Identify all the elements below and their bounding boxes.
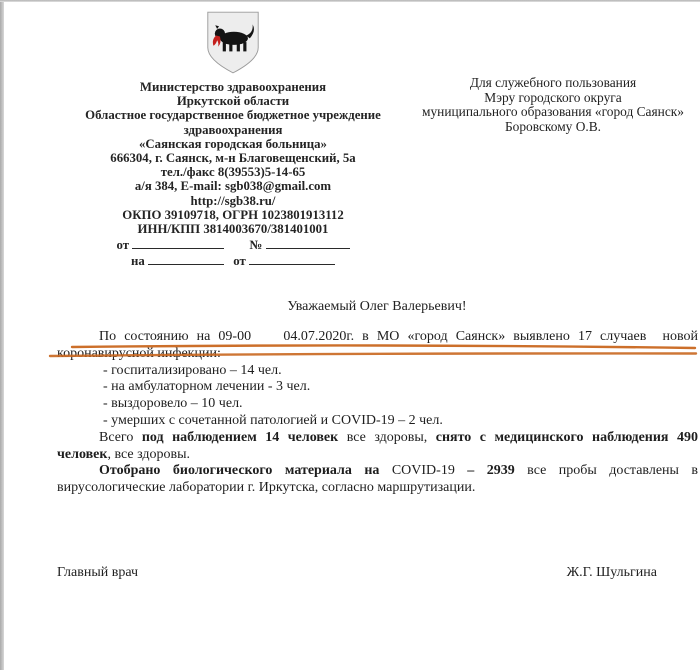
reference-row-2 <box>57 254 409 268</box>
list-item-outpatient: - на амбулаторном лечении - 3 чел. <box>103 379 311 395</box>
ref-from-blank <box>132 238 224 249</box>
paragraph-observation <box>57 430 698 464</box>
signature-name: Ж.Г. Шульгина <box>566 565 657 580</box>
sender-region-line: Иркутской области <box>176 94 290 109</box>
sender-institution-line2: здравоохранения <box>183 122 283 137</box>
sender-phone: тел./факс 8(39553)5-14-65 <box>160 165 306 180</box>
ref-from2-label: от <box>233 254 246 269</box>
signature-row <box>57 565 657 581</box>
observation-bold-1: под наблюдением 14 человек <box>141 429 339 445</box>
sender-okpo-ogrn: ОКПО 39109718, ОГРН 1023801913112 <box>122 207 344 222</box>
recipient-block <box>412 76 694 134</box>
observation-bold-2: снято с медицинского наблюдения 490 человек <box>57 429 698 462</box>
samples-bold-2: – 2939 <box>467 463 515 479</box>
paragraph-status: По состоянию на 09-00 04.07.2020г. в МО «город Саянск» выявлено 17 случаев новой коронавирусной инфекции: <box>57 329 698 361</box>
sender-institution-line1: Областное государственное бюджетное учреждение <box>85 108 381 123</box>
ref-number-label: № <box>249 238 263 253</box>
observation-text-3: , все здоровы. <box>107 446 191 462</box>
observation-text-1: Всего <box>99 429 142 445</box>
signature-position: Главный врач <box>57 565 139 580</box>
samples-text-2: все пробы доставлены в вирусологические лаборатории г. Иркутска, согласно маршрутизации. <box>57 463 698 496</box>
ref-on-label: на <box>131 254 145 269</box>
recipient-confidential-note: Для служебного пользования <box>469 75 637 90</box>
ref-number-blank <box>266 238 350 249</box>
sender-ministry-line: Министерство здравоохранения <box>139 80 327 94</box>
ref-from-label: от <box>116 238 130 253</box>
salutation: Уважаемый Олег Валерьевич! <box>287 299 467 314</box>
ref-from2-blank <box>249 254 335 265</box>
observation-text-2: все здоровы, <box>338 429 436 445</box>
sender-inn-kpp: ИНН/КПП 3814003670/381401001 <box>137 222 329 237</box>
ref-on-blank <box>148 254 224 265</box>
letter-body <box>57 329 698 497</box>
samples-text-1: COVID-19 <box>379 463 468 479</box>
recipient-name: Боровскому О.В. <box>504 118 602 134</box>
irkutsk-coat-of-arms-icon <box>205 10 261 76</box>
scan-border-top <box>0 0 700 2</box>
letterhead-sender-block <box>57 10 409 269</box>
list-item-hospitalized: - госпитализировано – 14 чел. <box>103 362 282 378</box>
sender-hospital-name: «Саянская городская больница» <box>139 136 327 151</box>
recipient-title: Мэру городского округа <box>484 89 622 105</box>
covid-stats-list <box>57 363 698 430</box>
samples-bold-1: Отобрано биологического материала на <box>99 463 380 479</box>
sender-email: а/я 384, E-mail: sgb038@gmail.com <box>134 179 332 194</box>
recipient-municipality: муниципального образования «город Саянск» <box>422 104 684 120</box>
reference-row-1 <box>57 238 409 252</box>
sender-address: 666304, г. Саянск, м-н Благовещенский, 5а <box>110 151 356 166</box>
list-item-recovered: - выздоровело – 10 чел. <box>103 396 243 412</box>
scan-border-left <box>0 0 4 670</box>
list-item-deceased: - умерших с сочетанной патологией и COVID-19 – 2 чел. <box>103 412 443 428</box>
paragraph-samples <box>57 463 698 497</box>
sender-website: http://sgb38.ru/ <box>190 193 276 208</box>
